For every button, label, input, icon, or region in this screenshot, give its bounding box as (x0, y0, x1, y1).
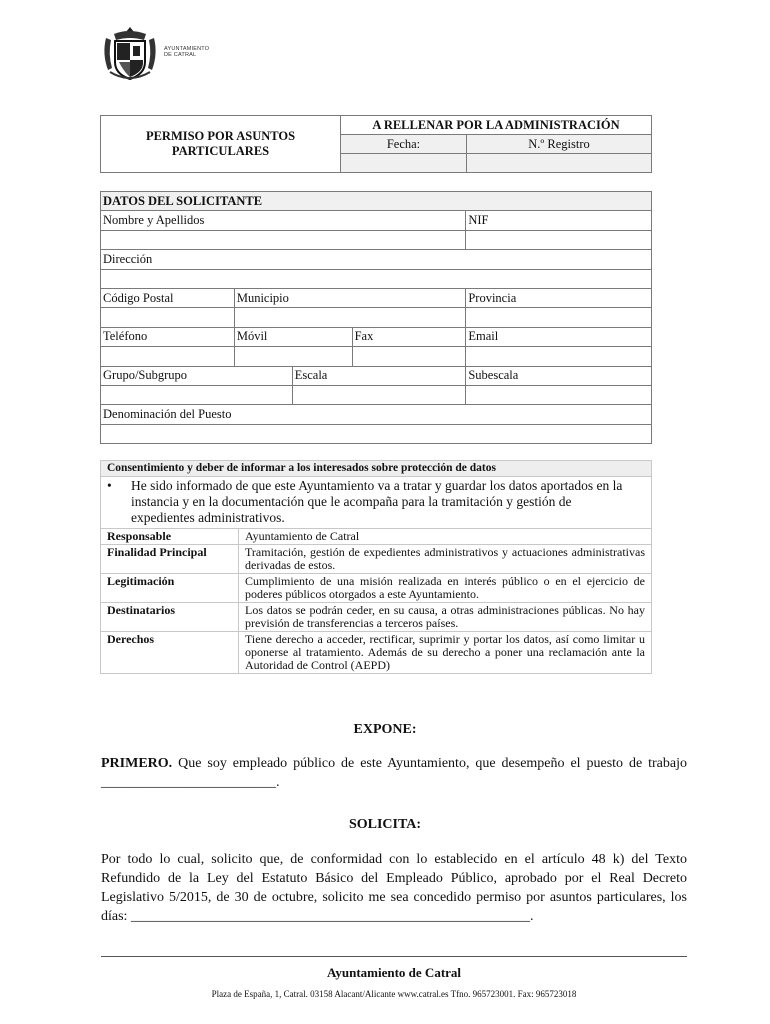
movil-field[interactable] (234, 347, 352, 366)
puesto-label: Denominación del Puesto (101, 405, 652, 424)
primero-paragraph (101, 754, 687, 792)
grupo-label: Grupo/Subgrupo (101, 366, 293, 385)
fax-field[interactable] (352, 347, 466, 366)
consent-bullet-text: He sido informado de que este Ayuntamiento va a tratar y guardar los datos aportados en la instancia y en la documentación que le acompaña para la tramitación y gestión de expedientes administrativos. (131, 478, 623, 525)
solicita-heading: SOLICITA: (348, 817, 422, 832)
registro-label: N.º Registro (467, 135, 652, 154)
nombre-field[interactable] (101, 230, 466, 249)
escala-label: Escala (292, 366, 466, 385)
consent-row (101, 545, 652, 574)
consent-row-value: Ayuntamiento de Catral (239, 529, 652, 545)
direccion-label: Dirección (101, 250, 652, 269)
consent-row-value: Cumplimiento de una misión realizada en interés público o en el ejercicio de poderes públicos otorgados a este Ayuntamiento. (239, 574, 652, 603)
consent-row-key: Destinatarios (101, 603, 239, 632)
form-title-line1: PERMISO POR ASUNTOS (145, 129, 296, 143)
logo-text-line1: AYUNTAMIENTO (164, 46, 210, 52)
nif-label: NIF (466, 211, 652, 230)
cp-field[interactable] (101, 308, 235, 327)
footer-name: Ayuntamiento de Catral (326, 965, 462, 980)
fecha-label: Fecha: (341, 135, 467, 154)
primero-text: Que soy empleado público de este Ayuntamiento, que desempeño el puesto de trabajo _________________________. (101, 756, 687, 790)
consent-row-value: Tramitación, gestión de expedientes administrativos y actuaciones administrativas derivadas de estos. (239, 545, 652, 574)
consent-row-key: Derechos (101, 632, 239, 674)
telefono-label: Teléfono (101, 327, 235, 346)
consent-bullet (101, 477, 652, 529)
municipio-field[interactable] (234, 308, 466, 327)
provincia-label: Provincia (466, 288, 652, 307)
nif-field[interactable] (466, 230, 652, 249)
consent-row-value: Los datos se podrán ceder, en su causa, a otras administraciones públicas. No hay previsión de transferencias a terceros países. (239, 603, 652, 632)
fecha-field[interactable] (341, 154, 467, 173)
email-label: Email (466, 327, 652, 346)
logo-text-line2: DE CATRAL (164, 52, 197, 58)
consent-row-key: Legitimación (101, 574, 239, 603)
direccion-field[interactable] (101, 269, 652, 288)
consent-row (101, 632, 652, 674)
consent-header: Consentimiento y deber de informar a los interesados sobre protección de datos (101, 461, 652, 477)
header-table (100, 115, 652, 173)
consent-table (100, 460, 652, 674)
solicita-paragraph: Por todo lo cual, solicito que, de conformidad con lo establecido en el artículo 48 k) del Texto Refundido de la Ley del Estatuto Básico del Empleado Público, aprobado por el Real Decreto Legislativo 5/2015, de 30 de octubre, solicito me sea concedido permiso por asuntos particulares, los días: _________________________________________________________. (101, 852, 687, 924)
fax-label: Fax (352, 327, 466, 346)
movil-label: Móvil (234, 327, 352, 346)
section-title: DATOS DEL SOLICITANTE (101, 192, 652, 211)
provincia-field[interactable] (466, 308, 652, 327)
puesto-field[interactable] (101, 424, 652, 443)
form-title (101, 116, 341, 173)
applicant-table (100, 191, 652, 444)
email-field[interactable] (466, 347, 652, 366)
footer-address: Plaza de España, 1, Catral. 03158 Alacant/Alicante www.catral.es Tfno. 965723001. Fax: 965723018 (211, 989, 577, 999)
bullet-icon: • (107, 478, 112, 493)
nombre-label: Nombre y Apellidos (101, 211, 466, 230)
municipio-label: Municipio (234, 288, 466, 307)
cp-label: Código Postal (101, 288, 235, 307)
admin-label: A RELLENAR POR LA ADMINISTRACIÓN (341, 116, 652, 135)
consent-row (101, 603, 652, 632)
form-title-line2: PARTICULARES (171, 144, 270, 158)
consent-row-key: Responsable (101, 529, 239, 545)
grupo-field[interactable] (101, 385, 293, 404)
subescala-label: Subescala (466, 366, 652, 385)
telefono-field[interactable] (101, 347, 235, 366)
consent-row (101, 529, 652, 545)
consent-row-key: Finalidad Principal (101, 545, 239, 574)
footer-divider (101, 956, 687, 957)
consent-row (101, 574, 652, 603)
coat-of-arms-icon (100, 24, 160, 84)
logo-text (164, 46, 209, 58)
expone-heading: EXPONE: (353, 722, 417, 737)
escala-field[interactable] (292, 385, 466, 404)
subescala-field[interactable] (466, 385, 652, 404)
registro-field[interactable] (467, 154, 652, 173)
primero-label: PRIMERO. (101, 756, 173, 771)
consent-row-value: Tiene derecho a acceder, rectificar, suprimir y portar los datos, así como limitar u oponerse al tratamiento. Además de su derecho a poner una reclamación ante la Autoridad de Control (AEPD) (239, 632, 652, 674)
